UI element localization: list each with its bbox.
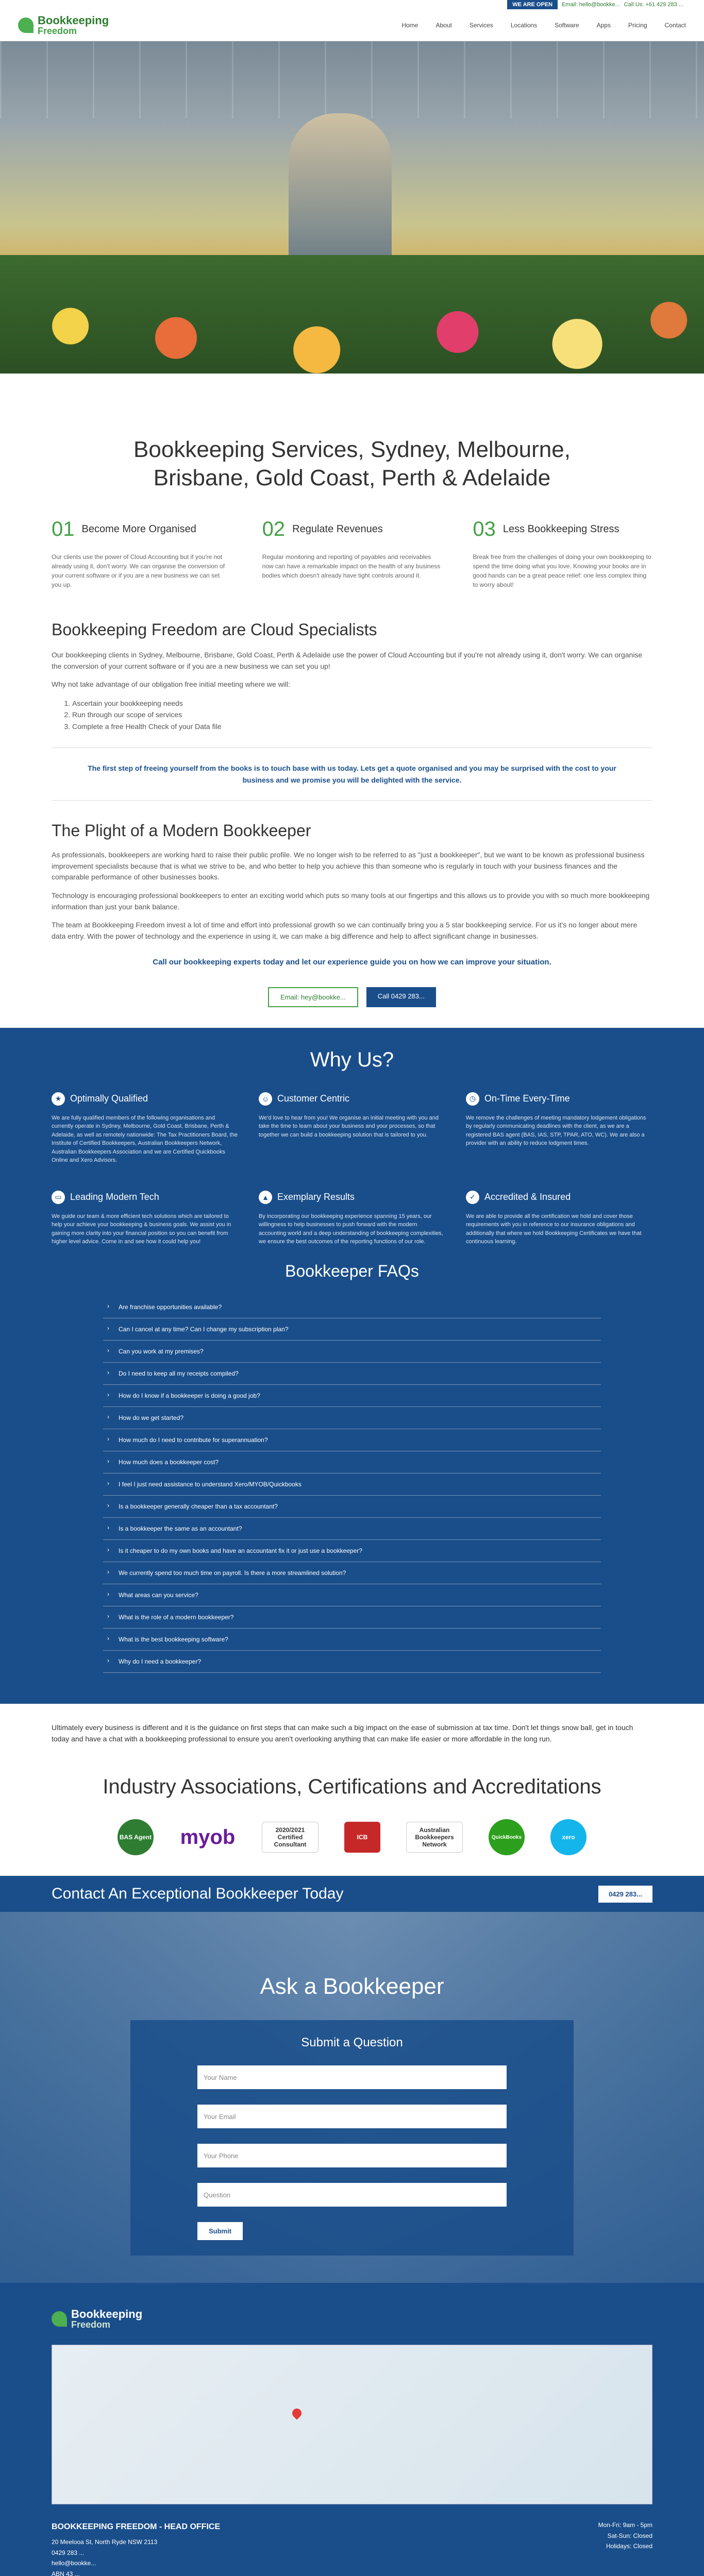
nav-contact[interactable]: Contact (664, 21, 686, 29)
footer-logo[interactable] (52, 2309, 652, 2329)
abn-logo: Australian Bookkeepers Network (406, 1822, 463, 1853)
call-button[interactable]: Call 0429 283... (366, 987, 436, 1007)
office-title: BOOKKEEPING FREEDOM - HEAD OFFICE (52, 2522, 221, 2532)
why-item-text: We are fully qualified members of the following organisations and currently operate in Sydney, Melbourne, Gold Coast, Brisbane, Perth & Adelaide, as well as remotely nationwide: The Tax Practitioners Board, the Institute of Certified Bookkeepers, Australian Bookkeepers Network, Australian Bookkeepers Association and we are Certified Quickbooks Online and Xero Advisors. (52, 1114, 238, 1164)
faq-item[interactable]: › I feel I just need assistance to understand Xero/MYOB/Quickbooks (103, 1473, 601, 1496)
why-item (52, 1092, 238, 1165)
leaf-icon (18, 18, 33, 33)
why-grid (52, 1092, 652, 1246)
faq-title: Bookkeeper FAQs (285, 1261, 419, 1280)
flower-beds (0, 255, 704, 374)
cloud-title: Bookkeeping Freedom are Cloud Specialists (52, 620, 377, 639)
question-form (130, 2020, 574, 2256)
laptop-icon: ▭ (52, 1191, 65, 1204)
faq-item[interactable]: › What is the role of a modern bookkeeper? (103, 1606, 601, 1629)
top-email-link[interactable]: Email: hello@bookke... (562, 2, 620, 8)
meeting-list (52, 698, 652, 732)
cloud-paragraph: Why not take advantage of our obligation free initial meeting where we will: (52, 680, 291, 689)
step-text: Our clients use the power of Cloud Accounting but if you're not already using it, don't worry. We can organise the conversion of your current software or if you are a new business we can set you up. (52, 553, 225, 588)
step-3 (473, 518, 652, 589)
cta-buttons (52, 987, 652, 1007)
why-item-text: By incorporating our bookkeeping experience spanning 15 years, our willingness to help businesses to push forward with the modern accounting world and a deep understanding of bookkeeping complexities, we ensure the best outcomes of the reporting functions of our role. (259, 1213, 443, 1245)
shield-icon: ✓ (466, 1191, 479, 1204)
hours-line: Holidays: Closed (606, 2542, 652, 2550)
plight-paragraph: As professionals, bookkeepers are working hard to raise their public profile. We no longer wish to be referred to as "just a bookkeeper", but we want to be known as professional business improvement specialists because that is what we strive to be, and who better to help you achieve this than someone who is regularly in touch with your business finances and the comparable performance of other businesses books. (52, 851, 645, 882)
hours-line: Mon-Fri: 9am - 5pm (598, 2521, 652, 2529)
main-nav (401, 22, 686, 29)
certified-consultant-logo: 2020/2021 Certified Consultant (262, 1822, 319, 1853)
brand-name: Bookkeeping Freedom (71, 2308, 143, 2330)
hero-image (0, 41, 704, 374)
plight-paragraph: Technology is encouraging professional bookkeepers to enter an exciting world which puts so many tools at our fingertips and this allows us to provide you with so much more bookkeeping information than just your bank balance. (52, 891, 650, 911)
plight-cta-text: Call our bookkeeping experts today and let our experience guide you on how we can improve your situation. (153, 957, 551, 967)
why-item-title: Optimally Qualified (70, 1093, 148, 1104)
why-item-text: We guide our team & more efficient tech solutions which are tailored to help your achieve your bookkeeping & business goals. We assist you in gaining more clarity into your financial position so you can benefit from higher level advice. Come in and see how it could help you! (52, 1213, 231, 1245)
cloud-section (0, 589, 704, 1007)
step-number: 01 (52, 518, 75, 540)
nav-locations[interactable]: Locations (510, 21, 538, 29)
why-item-title: Leading Modern Tech (70, 1192, 159, 1202)
plight-paragraph: The team at Bookkeeping Freedom invest a lot of time and effort into professional growth so we can continually bring you a 5 star bookkeeping service. For us it's no longer about mere data entry. With the power of technology and the experience in using it, we can make a big difference and help to affect significant change in businesses. (52, 921, 638, 941)
associations-title: Industry Associations, Certifications and Accreditations (103, 1775, 601, 1799)
faq-item[interactable]: › What areas can you service? (103, 1584, 601, 1606)
hero-person (289, 113, 392, 278)
brand-name: Bookkeeping Freedom (38, 13, 109, 36)
step-text: Regular monitoring and reporting of payables and receivables now can have a remarkable impact on the health of any business bodies which doesn't already have tight controls around it. (262, 553, 441, 579)
faq-item[interactable]: › How do we get started? (103, 1407, 601, 1429)
office-email[interactable]: hello@bookke... (52, 2560, 96, 2567)
faq-item[interactable]: › Is it cheaper to do my own books and have an accountant fix it or just use a bookkeeper? (103, 1540, 601, 1562)
myob-logo: myob (179, 1822, 236, 1853)
closing-paragraph: Ultimately every business is different and it is the guidance on first steps that can make such a big impact on the ease of submission at tax time. Don't let things snow ball, get in touch today and have a chat with a bookkeeping professional to ensure you aren't overlooking anything that can make life easier or more affordable in the long run. (52, 1723, 633, 1743)
chart-icon: ▲ (259, 1191, 272, 1204)
nav-home[interactable]: Home (401, 21, 418, 29)
first-step-callout: The first step of freeing yourself from the books is to touch base with us today. Lets get a quote organised and you may be surprised with the cost to your business and we promise you will be delighted with the service. (52, 748, 652, 801)
step-1 (52, 518, 231, 589)
why-item-title: Accredited & Insured (484, 1192, 571, 1202)
contact-phone-button[interactable]: 0429 283... (598, 1886, 652, 1903)
plight-section (52, 821, 652, 1007)
faq-item[interactable]: › Can you work at my premises? (103, 1341, 601, 1363)
nav-pricing[interactable]: Pricing (628, 21, 647, 29)
user-icon: ☺ (259, 1092, 272, 1106)
why-item-text: We remove the challenges of meeting mandatory lodgement obligations by regularly communicating deadlines with the client, as we are a registered BAS agent (BAS, IAS, STP, TPAR, ATO, WC). We are also a provider with an ability to reduce lodgment times. (466, 1114, 646, 1147)
xero-logo: xero (550, 1819, 586, 1855)
ask-title: Ask a Bookkeeper (260, 1974, 444, 1999)
icb-logo: ICB (344, 1822, 380, 1853)
step-number: 03 (473, 518, 496, 540)
faq-item[interactable]: › We currently spend too much time on payroll. Is there a more streamlined solution? (103, 1562, 601, 1584)
question-field[interactable]: Question (197, 2183, 507, 2207)
site-header (0, 9, 704, 41)
faq-item[interactable]: › Can I cancel at any time? Can I change my subscription plan? (103, 1318, 601, 1341)
top-bar (0, 0, 704, 9)
step-number: 02 (262, 518, 286, 540)
brand-logo[interactable] (18, 15, 109, 36)
benefit-steps (0, 492, 704, 589)
why-us-section (0, 1028, 704, 1704)
why-item-title: On-Time Every-Time (484, 1093, 570, 1104)
faq-item[interactable]: › Why do I need a bookkeeper? (103, 1651, 601, 1673)
clock-icon: ◷ (466, 1092, 479, 1106)
leaf-icon (52, 2311, 67, 2327)
why-item-title: Exemplary Results (277, 1192, 355, 1202)
why-item-title: Customer Centric (277, 1093, 350, 1104)
contact-band (0, 1876, 704, 1912)
association-logos (0, 1819, 704, 1876)
why-item (52, 1191, 238, 1246)
list-item: 1. Ascertain your bookkeeping needs (72, 698, 652, 709)
name-field[interactable]: Your Name (197, 2065, 507, 2089)
location-map[interactable] (52, 2345, 652, 2504)
faq-item[interactable]: › Is a bookkeeper generally cheaper than a tax accountant? (103, 1496, 601, 1518)
faq-item[interactable]: › Is a bookkeeper the same as an accountant? (103, 1518, 601, 1540)
badge-icon: ★ (52, 1092, 65, 1106)
step-title: Regulate Revenues (292, 523, 383, 535)
associations-section (0, 1775, 704, 1876)
faq-item[interactable]: › How much do I need to contribute for superannuation? (103, 1429, 601, 1451)
plight-title: The Plight of a Modern Bookkeeper (52, 821, 311, 840)
top-phone-link[interactable]: Call Us: +61 429 283 ... (624, 2, 683, 8)
nav-services[interactable]: Services (469, 21, 493, 29)
why-title: Why Us? (310, 1048, 394, 1071)
step-title: Less Bookkeeping Stress (502, 523, 619, 535)
faq-item[interactable]: › How much does a bookkeeper cost? (103, 1451, 601, 1473)
greenhouse-roof (0, 41, 704, 118)
office-address: 20 Meelooa St, North Ryde NSW 2113 (52, 2538, 158, 2546)
email-field[interactable]: Your Email (197, 2105, 507, 2128)
page-title: Bookkeeping Services, Sydney, Melbourne, Brisbane, Gold Coast, Perth & Adelaide (133, 437, 571, 490)
nav-software[interactable]: Software (555, 21, 579, 29)
office-abn: ABN 43 ... (52, 2570, 80, 2576)
step-text: Break free from the challenges of doing your own bookkeeping to spend the time doing what you love. Knowing your books are in good hands can be a great peace relief: one less complex thing to worry about! (473, 553, 651, 588)
quickbooks-logo: QuickBooks (489, 1819, 525, 1855)
list-item: 3. Complete a free Health Check of your Data file (72, 721, 652, 732)
why-item (259, 1191, 445, 1246)
bas-agent-logo: BAS Agent (118, 1819, 154, 1855)
step-title: Become More Organised (81, 523, 196, 535)
hours-line: Sat-Sun: Closed (607, 2532, 652, 2539)
ask-bookkeeper-section (0, 1912, 704, 2283)
why-item-text: We are able to provide all the certification we hold and cover those requirements with you in reference to our insurance obligations and additionally that where we hold Bookkeeping Certificates we have that continuous learning. (466, 1213, 642, 1245)
footer-top (0, 2283, 704, 2576)
phone-field[interactable]: Your Phone (197, 2144, 507, 2167)
email-button[interactable]: Email: hey@bookke... (268, 987, 358, 1007)
faq-item[interactable]: › What is the best bookkeeping software? (103, 1629, 601, 1651)
open-badge: WE ARE OPEN (507, 0, 558, 9)
why-item (259, 1092, 445, 1165)
submit-button[interactable]: Submit (197, 2222, 243, 2240)
step-2 (262, 518, 442, 589)
contact-band-title: Contact An Exceptional Bookkeeper Today (52, 1885, 344, 1903)
faq-item[interactable]: › Do I need to keep all my receipts compiled? (103, 1363, 601, 1385)
office-phone[interactable]: 0429 283 ... (52, 2549, 85, 2556)
faq-item[interactable]: › Are franchise opportunities available? (103, 1296, 601, 1318)
nav-about[interactable]: About (435, 21, 452, 29)
form-title: Submit a Question (301, 2036, 403, 2050)
nav-apps[interactable]: Apps (596, 21, 611, 29)
head-office (52, 2520, 652, 2576)
why-item (466, 1191, 652, 1246)
why-item-text: We'd love to hear from you! We organise an initial meeting with you and take the time to learn about your business and your processes, so that together we can build a bookkeeping solution that is tailored to you. (259, 1114, 439, 1138)
faq-item[interactable]: › How do I know if a bookkeeper is doing a good job? (103, 1385, 601, 1407)
list-item: 2. Run through our scope of services (72, 709, 652, 720)
why-item (466, 1092, 652, 1165)
cloud-paragraph: Our bookkeeping clients in Sydney, Melbourne, Brisbane, Gold Coast, Perth & Adelaide use the power of Cloud Accounting but if you're not already using it, don't worry. We can organise the conversion of your current software or if you are a new business we can set you up! (52, 651, 643, 670)
faq-section (52, 1262, 652, 1673)
